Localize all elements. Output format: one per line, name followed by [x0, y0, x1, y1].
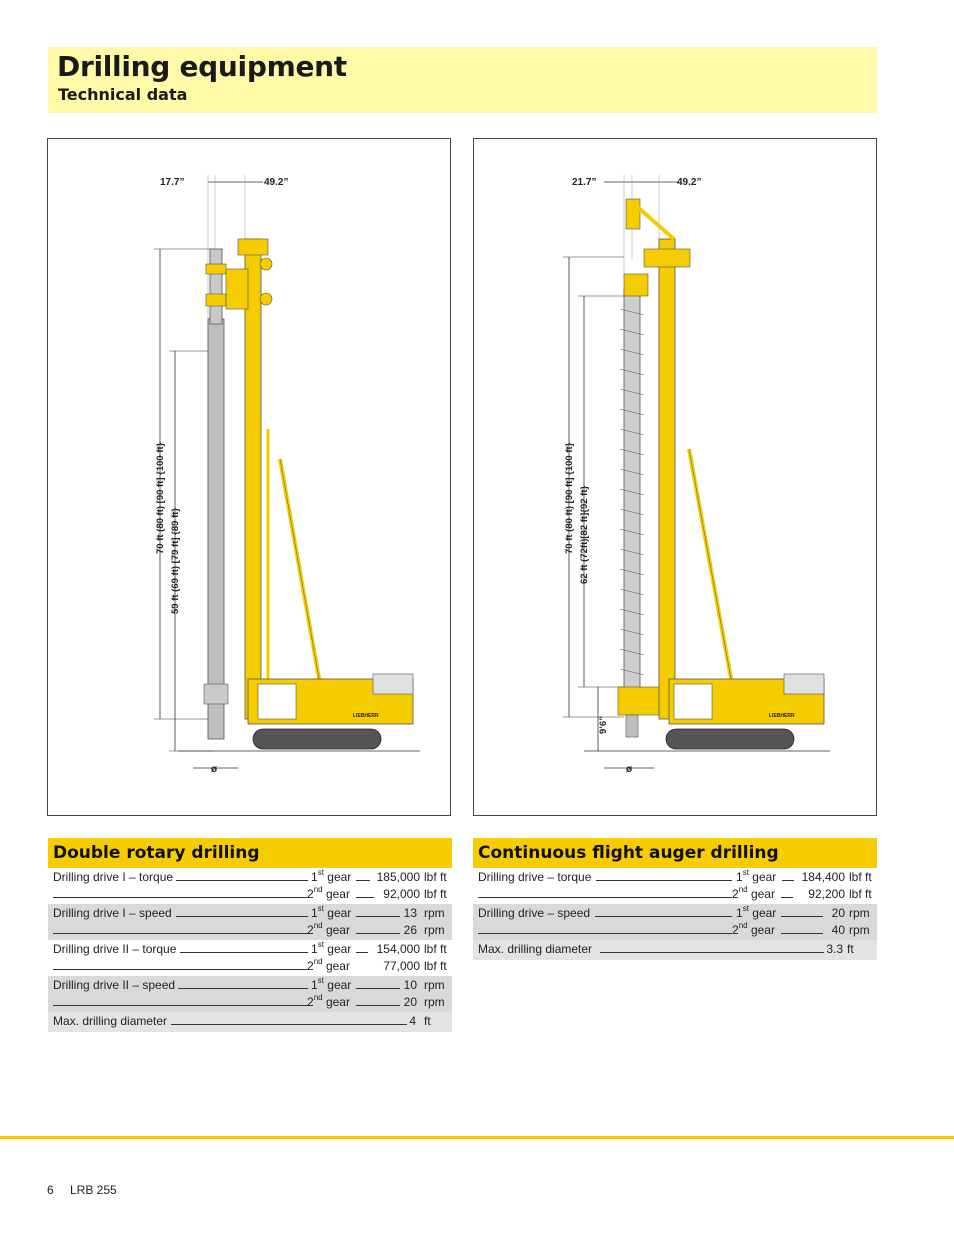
gear-label: 1st gear [311, 976, 352, 992]
figure-cfa [473, 138, 877, 816]
row-label: Drilling drive I – torque [53, 870, 174, 884]
row-unit: ft [847, 942, 854, 956]
row-value: 20 [831, 906, 845, 920]
double-rotary-title: Double rotary drilling [48, 838, 452, 868]
header-band [48, 47, 877, 113]
dim-offset-left: 17.7” [160, 177, 185, 188]
row-label: Drilling drive II – speed [53, 978, 176, 992]
row-unit: lbf ft [424, 942, 447, 956]
row-value: 92,000 [383, 886, 420, 901]
row-label: Max. drilling diameter [478, 942, 593, 956]
double-rotary-table [48, 838, 452, 1032]
row-value: 92,200 [808, 886, 845, 901]
row-label: Drilling drive – speed [478, 906, 591, 920]
gear-label: 2nd gear [307, 956, 350, 973]
row-unit: rpm [424, 906, 445, 920]
row-unit: lbf ft [424, 886, 447, 901]
cfa-title: Continuous flight auger drilling [473, 838, 877, 868]
dim-diameter-right: ø [626, 764, 633, 775]
dim-mast-height: 70 ft (80 ft) [90 ft] {100 ft} [155, 442, 166, 554]
footer-rule [0, 1136, 954, 1139]
dim-bottom-cfa: 9’6” [598, 716, 609, 734]
gear-label: 2nd gear [307, 884, 350, 901]
dim-mast-height-cfa: 70 ft (80 ft) [90 ft] {100 ft} [564, 442, 575, 554]
page-number: 6 [47, 1183, 54, 1197]
page-title: Drilling equipment [57, 50, 347, 83]
row-unit: lbf ft [849, 886, 872, 901]
row-unit: rpm [424, 978, 445, 992]
row-value: 185,000 [376, 870, 420, 884]
table-row [473, 868, 877, 904]
gear-label: 1st gear [736, 868, 777, 884]
row-unit: ft [424, 1014, 431, 1028]
dim-offset-left-cfa: 21.7” [572, 177, 597, 188]
row-label: Drilling drive I – speed [53, 906, 172, 920]
gear-label: 1st gear [736, 904, 777, 920]
gear-label: 1st gear [311, 868, 352, 884]
rig-drawing-cfa [474, 139, 877, 816]
dim-diameter-left: ø [211, 764, 218, 775]
cab-brand-left: LIEBHERR [353, 713, 379, 719]
gear-label: 2nd gear [307, 992, 350, 1009]
cfa-table [473, 838, 877, 960]
page-subtitle: Technical data [58, 85, 188, 104]
row-unit: rpm [424, 922, 445, 937]
gear-label: 2nd gear [732, 920, 775, 937]
row-value: 77,000 [383, 958, 420, 973]
row-value: 40 [831, 922, 845, 937]
row-unit: lbf ft [424, 870, 447, 884]
table-row [473, 940, 877, 960]
row-label: Max. drilling diameter [53, 1014, 168, 1028]
table-row [48, 904, 452, 940]
figure-double-rotary [47, 138, 451, 816]
table-row [48, 868, 452, 904]
table-row [48, 940, 452, 976]
dim-offset-right: 49.2” [264, 177, 289, 188]
row-unit: rpm [424, 994, 445, 1009]
row-unit: lbf ft [424, 958, 447, 973]
cab-brand-right: LIEBHERR [769, 713, 795, 719]
gear-label: 2nd gear [732, 884, 775, 901]
row-value: 20 [403, 994, 417, 1009]
row-value: 26 [403, 922, 417, 937]
gear-label: 1st gear [311, 940, 352, 956]
row-value: 4 [409, 1014, 416, 1028]
row-unit: rpm [849, 922, 870, 937]
dim-offset-right-cfa: 49.2” [677, 177, 702, 188]
row-value: 3.3 [826, 942, 843, 956]
table-row [473, 904, 877, 940]
table-row [48, 976, 452, 1012]
dim-stroke-height: 59 ft (69 ft) [79 ft] {89 ft} [170, 507, 181, 614]
gear-label: 2nd gear [307, 920, 350, 937]
row-label: Drilling drive – torque [478, 870, 592, 884]
table-row [48, 1012, 452, 1032]
rig-drawing-double-rotary [48, 139, 451, 816]
row-unit: rpm [849, 906, 870, 920]
row-value: 13 [403, 906, 417, 920]
row-value: 154,000 [376, 942, 420, 956]
dim-stroke-height-cfa: 62 ft (72ft)[82 ft]{92 ft} [579, 485, 590, 584]
row-unit: lbf ft [849, 870, 872, 884]
row-value: 10 [403, 978, 417, 992]
row-value: 184,400 [801, 870, 845, 884]
document-name: LRB 255 [70, 1183, 117, 1197]
gear-label: 1st gear [311, 904, 352, 920]
row-label: Drilling drive II – torque [53, 942, 177, 956]
